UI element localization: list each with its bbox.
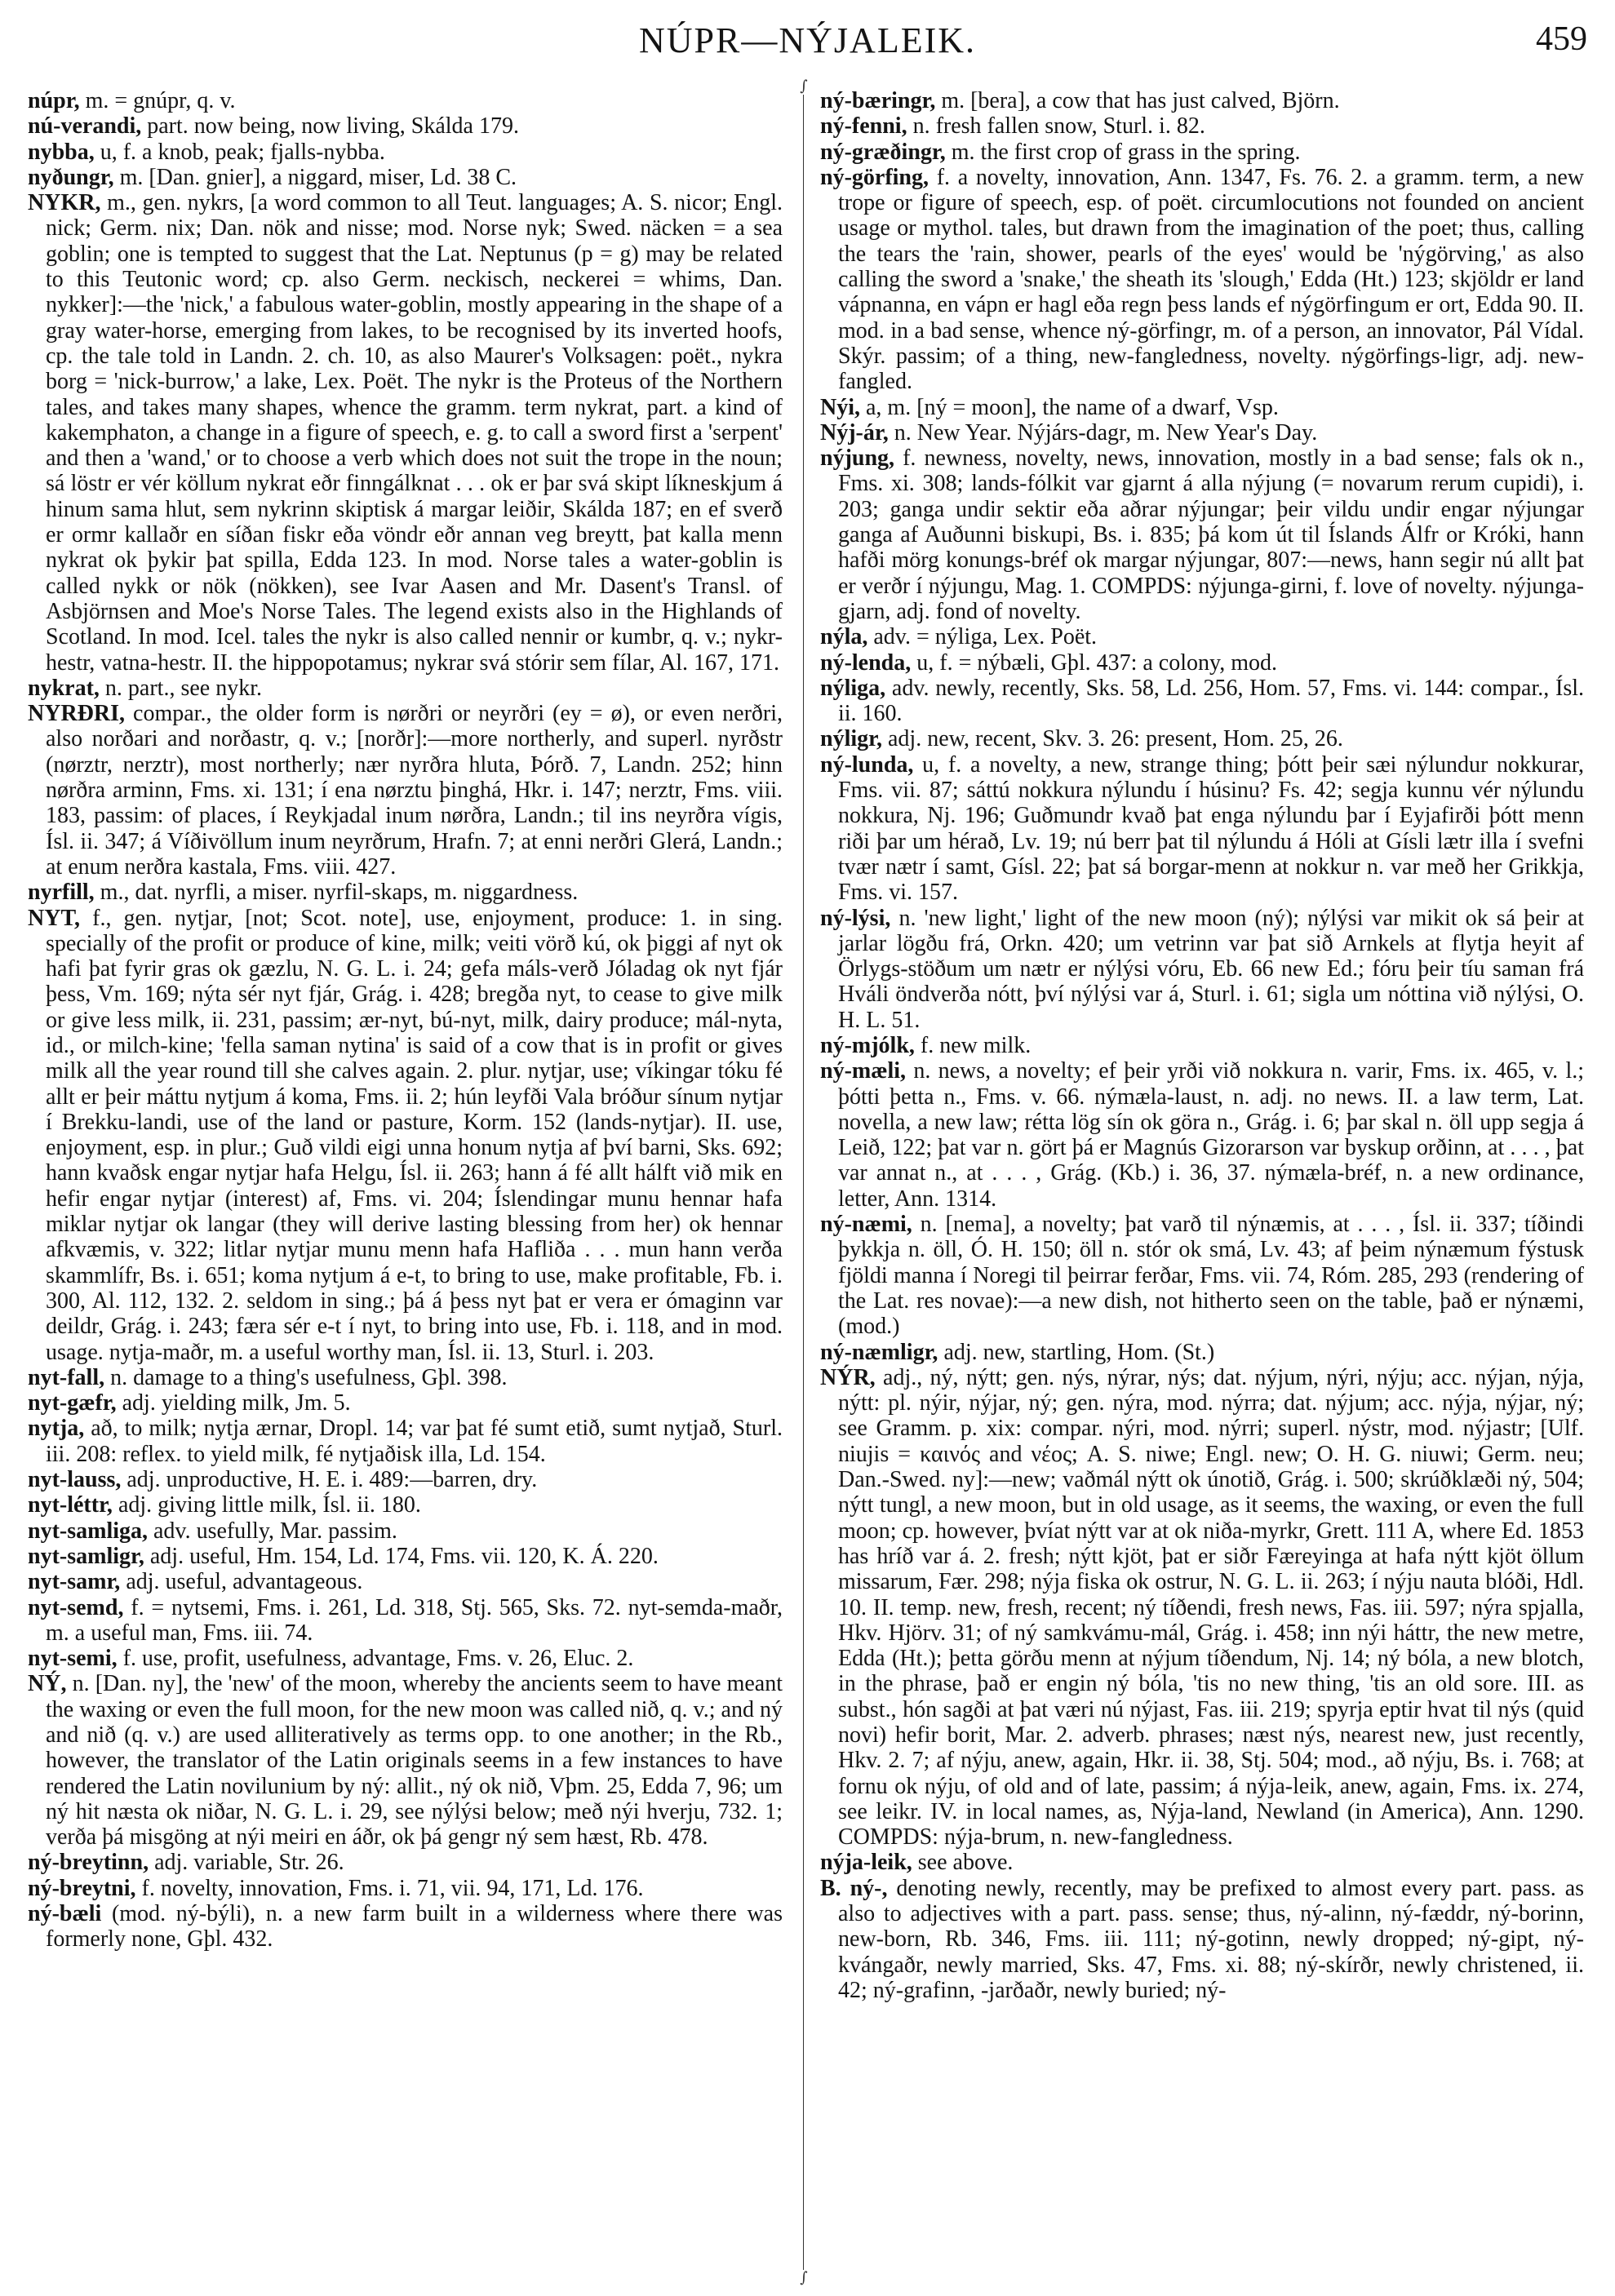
dictionary-entry <box>820 1850 1584 1875</box>
entry-headword: ný-mjólk, <box>820 1032 915 1058</box>
dictionary-entry <box>28 1467 783 1492</box>
entry-headword: ný-lenda, <box>820 649 912 676</box>
entry-definition: adj. new, recent, Skv. 3. 26: present, Hom. 25, 26. <box>888 726 1343 752</box>
entry-definition: m. the first crop of grass in the spring. <box>951 139 1301 165</box>
entry-definition: m., gen. nykrs, [a word common to all Teut. languages; A. S. nicor; Engl. nick; Germ. nix; Dan. nök and nisse; mod. Norse nyk; Swed. näcken = a sea goblin; one is tempted to suggest that the Lat. Neptunus (p = g) may be related to this Teutonic word; cp. also Germ. neckisch, neckerei = whims, Dan. nykker]:—the 'nick,' a fabulous water-goblin, mostly appearing in the shape of a gray water-horse, emerging from lakes, to be recognised by its inverted hoofs, cp. the tale told in Landn. 2. ch. 10, as also Maurer's Volksagen: poët., nykra borg = 'nick-burrow,' a lake, Lex. Poët. The nykr is the Proteus of the Northern tales, and takes many shapes, whence the gramm. term nykrat, part. a kind of kakemphaton, a change in a figure of speech, e. g. to call a sword first a 'serpent' and then a 'wand,' or to choose a verb which does not suit the trope in the noun; sá löstr er vér köllum nykrat eðr finngálknat . . . ok er þar svá skipt líkneskjum á hinum sama hlut, sem nykrinn skiptisk á margar leiðir, Skálda 187; en ef sverð er ormr kallaðr en síðan fiskr eða vöndr eðr annan veg breytt, þat kalla menn nykrat ok þykir þat spilla, Edda 123. In mod. Norse tales a water-goblin is called nykk or nök (nökken), see Ivar Aasen and Mr. Dasent's Transl. of Asbjörnsen and Moe's Norse Tales. The legend exists also in the Highlands of Scotland. In mod. Icel. tales the nykr is also called nennir or kumbr, q. v.; nykr-hestr, vatna-hestr. II. the hippopotamus; nykrar svá stórir sem fílar, Al. 167, 171. <box>46 190 783 676</box>
right-column <box>820 88 1584 2283</box>
entry-headword: nyðungr, <box>28 164 114 190</box>
entry-headword: nyt-lauss, <box>28 1467 122 1493</box>
dictionary-entry <box>28 1544 783 1569</box>
entry-definition: n. damage to a thing's usefulness, Gþl. 398. <box>110 1364 508 1390</box>
entry-headword: NÝR, <box>820 1364 876 1390</box>
entry-definition: adv. = nýliga, Lex. Poët. <box>873 624 1098 650</box>
entry-headword: nýliga, <box>820 675 886 701</box>
dictionary-entry <box>28 1671 783 1850</box>
entry-definition: adj. useful, Hm. 154, Ld. 174, Fms. vii. 120, K. Á. 220. <box>149 1543 659 1569</box>
dictionary-entry <box>820 650 1584 676</box>
entry-definition: u, f. a novelty, a new, strange thing; þótt þeir sæi nýlundur nokkurar, Fms. vii. 87; sáttú nokkura nýlundu í húsinu? Fs. 42; segja kunnu vér nýlundu nokkura, Nj. 196; Guðmundr kvað þat enga nýlundu þar í Eyjafirði þótt menn riði þar um hérað, Lv. 19; nú berr þat til nýlundu á Hóli at Gísli lætr illa í svefni tvær nætr í samt, Gísl. 22; þat sá borgar-menn at nokkur n. var með her Grikkja, Fms. vi. 157. <box>838 751 1584 906</box>
dictionary-entry <box>820 445 1584 624</box>
dictionary-entry <box>820 1212 1584 1339</box>
entry-headword: nyt-léttr, <box>28 1492 113 1518</box>
dictionary-entry <box>28 1365 783 1390</box>
entry-headword: ný-mæli, <box>820 1058 906 1084</box>
dictionary-entry <box>820 1340 1584 1365</box>
dictionary-entry <box>28 113 783 139</box>
entry-headword: nýjung, <box>820 445 895 472</box>
entry-headword: ný-bæringr, <box>820 88 936 113</box>
dictionary-entry <box>820 1058 1584 1212</box>
dictionary-entry <box>820 113 1584 139</box>
entry-headword: núpr, <box>28 88 80 113</box>
dictionary-entry <box>28 190 783 676</box>
entry-definition: n. New Year. Nýjárs-dagr, m. New Year's Day. <box>894 419 1318 445</box>
entry-definition: part. now being, now living, Skálda 179. <box>147 113 519 140</box>
entry-headword: NÝ, <box>28 1671 67 1697</box>
dictionary-entry <box>820 726 1584 751</box>
entry-headword: NYKR, <box>28 190 101 216</box>
dictionary-entry <box>28 906 783 1365</box>
entry-definition: adj. variable, Str. 26. <box>154 1850 344 1876</box>
dictionary-entry <box>28 1416 783 1467</box>
entry-definition: f. newness, novelty, news, innovation, mostly in a bad sense; fals ok n., Fms. xi. 308; lands-fólkit var gjarnt á alla nýjung (= novarum rerum cupidi), i. 203; ganga undir sektir eða aðrar nýjungar; þeir vildu undir engar nýjungar ganga af Auðunni biskupi, Bs. i. 835; þá kom út til Íslands Álfr or Króki, hann hafði mörg konungs-bréf ok margar nýjungar, 807:—news, hann segir nú allt þat er verðr í nýjungu, Mag. 1. COMPDS: nýjunga-girni, f. love of novelty. nýjunga-gjarn, adj. fond of novelty. <box>838 445 1584 624</box>
entry-headword: nyt-samr, <box>28 1569 121 1595</box>
dictionary-entry <box>820 906 1584 1033</box>
dictionary-entry <box>28 1901 783 1952</box>
entry-definition: n. news, a novelty; ef þeir yrði við nokkura n. varir, Fms. ix. 465, v. l.; þótti þetta n., Fms. v. 66. nýmæla-laust, n. adj. no news. II. a law term, Lat. novella, a new law; rétta lög sín ok göra n., Grág. i. 6; þar skal n. öll upp segja á Leið, 122; þat var n. gört þá er Magnús Gizorarson var byskup orðinn, at . . . , þat var annat n., at . . . , Grág. (Kb.) i. 36, 37. nýmæla-bréf, n. a new ordinance, letter, Ann. 1314. <box>838 1058 1584 1212</box>
entry-definition: f. new milk. <box>920 1032 1032 1058</box>
entry-definition: adj. useful, advantageous. <box>126 1569 363 1595</box>
entry-headword: ný-næmi, <box>820 1212 912 1238</box>
entry-headword: ný-bæli <box>28 1901 102 1927</box>
entry-definition: adj. yielding milk, Jm. 5. <box>122 1390 351 1416</box>
dictionary-entry <box>28 1646 783 1671</box>
entry-headword: nybba, <box>28 139 95 165</box>
dictionary-entry <box>28 1518 783 1544</box>
entry-definition: m. [Dan. gnier], a niggard, miser, Ld. 38 C. <box>119 164 517 190</box>
entry-headword: nýja-leik, <box>820 1850 912 1876</box>
entry-definition: a, m. [ný = moon], the name of a dwarf, Vsp. <box>866 394 1279 420</box>
dictionary-entry <box>28 880 783 905</box>
entry-definition: denoting newly, recently, may be prefixed to almost every part. pass. as also to adjectives with a part. pass. sense; thus, ný-alinn, ný-fæddr, ný-borinn, new-born, Rb. 346, Fms. iii. 111; ný-gotinn, newly dropped; ný-gipt, ný-kvángaðr, newly married, Sks. 47, Fms. xi. 88; ný-skírðr, newly christened, ii. 42; ný-grafinn, -jarðaðr, newly buried; ný- <box>838 1875 1584 2003</box>
entry-definition: n. 'new light,' light of the new moon (ný); nýlýsi var mikit ok sá þeir at jarlar lögðu frá, Orkn. 420; um vetrinn var þat sið Arnkels at flytja heyit af Örlygs-stöðum um nætr er nýlýsi vóru, Eb. 66 new Ed.; fóru þeir tíu saman frá Hváli öndverða nótt, því nýlýsi var á, Sturl. i. 61; sigla um nóttina við nýlýsi, O. H. L. 51. <box>838 905 1584 1033</box>
entry-definition: compar., the older form is nørðri or neyrðri (ey = ø), or even nerðri, also norðari and norðastr, q. v.; [norðr]:—more northerly, and superl. nyrðstr (nørztr, nerztr), most northerly; nær nyrðra hluta, Þórð. 7, Landn. 252; hinn nørðra arminn, Fms. xi. 131; í ena nørztu þinghá, Hkr. i. 147; nerztr, Fms. viii. 183, passim: of places, í Reykjadal inum nørðra, Landn.; til ins neyrðra vígis, Ísl. ii. 347; á Víðivöllum inum neyrðrum, Hrafn. 7; at enni nerðri Glerá, Landn.; at enum nerðra kastala, Fms. viii. 427. <box>46 701 783 880</box>
entry-headword: Nýj-ár, <box>820 419 889 445</box>
entry-definition: adj. new, startling, Hom. (St.) <box>943 1339 1215 1365</box>
entry-headword: ný-breytinn, <box>28 1850 149 1876</box>
entry-headword: NYRÐRI, <box>28 701 125 727</box>
page-header <box>0 15 1615 64</box>
entry-definition: adv. usefully, Mar. passim. <box>153 1518 397 1544</box>
dictionary-entry <box>820 165 1584 395</box>
entry-definition: adj., ný, nýtt; gen. nýs, nýrar, nýs; dat. nýjum, nýri, nýju; acc. nýjan, nýja, nýtt: pl. nýir, nýjar, ný; gen. nýra, mod. nýrra; dat. nýjum; acc. nýja, nýjar, ný; see Gramm. p. xix: compar. nýri, mod. nýrri; superl. nýstr, mod. nýjastr; [Ulf. niujis = καινός and νέος; A. S. niwe; Engl. new; O. H. G. niuwi; Germ. neu; Dan.-Swed. ny]:—new; vaðmál nýtt ok únotið, Grág. i. 500; skrúðklæði ný, 504; nýtt tungl, a new moon, but in old usage, as it seems, the waxing, or even the full moon; cp. however, þvíat nýtt var at ok niða-myrkr, Grett. 111 A, where Ed. 1853 has hríð var á. 2. fresh; nýtt kjöt, þat er siðr Færeyinga at hafa nýtt kjöt öllum missarum, Fær. 298; nýja fiska ok ostrur, N. G. L. ii. 263; í nýju nauta blóði, Hdl. 10. II. temp. new, fresh, recent; ný tíðendi, fresh news, Fas. iii. 597; nýra spjalla, Hkv. Hjörv. 31; of ný samkvámu-mál, Grág. i. 458; inn nýi háttr, the new metre, Edda (Ht.); þetta görðu menn at nýjum tíðendum, Nj. 14; ný bóla, a new blotch, in the phrase, það er engin ný bóla, 'tis no new thing, 'tis an old sore. III. as subst., hón sagði at þat væri nú nýjast, Fas. iii. 219; spyrja eptir hvat til nýs (quid novi) hefir borit, Mar. 2. adverb. phrases; næst nýs, nearest new, just recently, Hkv. 2. 7; af nýju, anew, again, Hkr. ii. 38, Stj. 504; mod., að nýju, Bs. i. 768; at fornu ok nýju, of old and of late, passim; á nýja-leik, anew, again, Fms. ix. 274, see leikr. IV. in local names, as, Nýja-land, Newland (in America), Ann. 1290. COMPDS: nýja-brum, n. new-fangledness. <box>838 1364 1584 1851</box>
dictionary-entry <box>28 701 783 880</box>
entry-definition: see above. <box>917 1850 1014 1876</box>
dictionary-entry <box>820 140 1584 165</box>
dictionary-entry <box>820 624 1584 649</box>
dictionary-entry <box>28 1390 783 1416</box>
entry-definition: f. = nytsemi, Fms. i. 261, Ld. 318, Stj. 565, Sks. 72. nyt-semda-maðr, m. a useful man, Fms. iii. 74. <box>46 1594 783 1646</box>
dictionary-entry <box>28 1595 783 1647</box>
dictionary-entry <box>28 165 783 190</box>
dictionary-entry <box>820 88 1584 113</box>
column-ornament-bottom-icon: ∫ <box>796 2270 812 2286</box>
entry-definition: u, f. a knob, peak; fjalls-nybba. <box>100 139 385 165</box>
entry-definition: f., gen. nytjar, [not; Scot. note], use, enjoyment, produce: 1. in sing. specially of the profit or produce of kine, milk; veiti vörð kú, ok þiggi af nyt ok hafi þat fyrir gras ok gæzlu, N. G. L. i. 24; gefa máls-verð Jóladag ok nyt fjár þess, Vm. 169; nýta sér nyt fjár, Grág. i. 428; bregða nyt, to cease to give milk or give less milk, ii. 231, passim; ær-nyt, bú-nyt, milk, dairy produce; mál-nyta, id., or milch-kine; 'fella saman nytina' is said of a cow that is in profit or gives milk all the year round till she calves again. 2. plur. nytjar, use; víkingar tóku fé allt er þeir máttu nytjum á koma, Fms. ii. 2; hún leyfði Vala bróður sínum nytjar í Brekku-landi, use of the land or pasture, Korm. 152 (lands-nytjar). II. use, enjoyment, esp. in plur.; Guð vildi eigi unna honum nytja af því barni, Sks. 692; hann kvaðsk engar nytjar hafa Helgu, Ísl. ii. 263; hann á fé allt hálft við mik en hefir engar nytjar (interest) af, Fms. vi. 204; Íslendingar munu hennar hafa miklar nytjar ok langar (they will derive lasting blessing from her) ok hennar afkvæmis, v. 322; litlar nytjar munu menn hafa Hafliða . . . mun hann verða skammlífr, Bs. i. 651; koma nytjum á e-t, to bring to use, make profitable, Fb. i. 300, Al. 112, 132. 2. seldom in sing.; þá á þess nyt þat er vera er ómaginn var deildr, Grág. i. 243; færa sér e-t í nyt, to bring into use, Fb. i. 118, and in mod. usage. nytja-maðr, m. a useful worthy man, Ísl. ii. 13, Sturl. i. 203. <box>46 905 783 1365</box>
entry-definition: n. part., see nykr. <box>104 675 262 701</box>
entry-headword: Nýi, <box>820 394 860 420</box>
entry-definition: n. fresh fallen snow, Sturl. i. 82. <box>912 113 1205 140</box>
dictionary-entry <box>28 676 783 701</box>
entry-definition: f. novelty, innovation, Fms. i. 71, vii. 94, 171, Ld. 176. <box>141 1875 644 1901</box>
entry-definition: (mod. ný-býli), n. a new farm built in a wilderness where there was formerly none, Gþl. 432. <box>46 1901 783 1952</box>
entry-definition: að, to milk; nytja ærnar, Dropl. 14; var þat fé sumt etið, sumt nytjað, Sturl. iii. 208: reflex. to yield milk, fé nytjaðisk illa, Ld. 154. <box>46 1416 783 1467</box>
entry-headword: nykrat, <box>28 675 100 701</box>
dictionary-entry <box>28 140 783 165</box>
dictionary-entry <box>28 88 783 113</box>
dictionary-entry <box>820 676 1584 727</box>
dictionary-entry <box>820 752 1584 906</box>
dictionary-entry <box>820 420 1584 445</box>
column-divider <box>803 85 804 2280</box>
entry-headword: NYT, <box>28 905 81 931</box>
entry-headword: nýla, <box>820 624 868 650</box>
entry-headword: nyt-semi, <box>28 1646 118 1672</box>
entry-headword: ný-lunda, <box>820 751 914 778</box>
entry-headword: ný-næmligr, <box>820 1339 938 1365</box>
entry-definition: m. = gnúpr, q. v. <box>85 88 236 113</box>
entry-definition: n. [nema], a novelty; þat varð til nýnæmis, at . . . , Ísl. ii. 337; tíðindi þykkja n. öll, Ó. H. 150; öll n. stór ok smá, Lv. 43; af þeim nýnæmum fýstusk fjöldi manna í Noregi til þeirrar ferðar, Fms. vii. 74, Róm. 285, 293 (rendering of the Lat. res novae):—a new dish, not hitherto seen on the table, það er nýnæmi, (mod.) <box>838 1212 1584 1340</box>
entry-definition: adv. newly, recently, Sks. 58, Ld. 256, Hom. 57, Fms. vi. 144: compar., Ísl. ii. 160. <box>838 675 1584 727</box>
entry-definition: m., dat. nyrfli, a miser. nyrfil-skaps, m. niggardness. <box>100 880 579 906</box>
column-ornament-top-icon: ∫ <box>796 78 812 95</box>
entry-headword: nyt-fall, <box>28 1364 105 1390</box>
dictionary-entry <box>820 1365 1584 1851</box>
entry-headword: nýligr, <box>820 726 882 752</box>
entry-headword: nyt-samligr, <box>28 1543 144 1569</box>
entry-headword: ný-breytni, <box>28 1875 136 1901</box>
entry-headword: B. ný-, <box>820 1875 888 1901</box>
entry-definition: m. [bera], a cow that has just calved, Björn. <box>941 88 1340 113</box>
entry-headword: nytja, <box>28 1416 85 1442</box>
entry-definition: f. a novelty, innovation, Ann. 1347, Fs. 76. 2. a gramm. term, a new trope or figure of speech, esp. of poët. circumlocutions not founded on ancient usage or mythol. tales, but drawn from the imagination of the poet; thus, calling the tears the 'rain, shower, pearls of the eyes' would be 'nýgörving,' as also calling the sword a 'snake,' the sheath its 'slough,' Edda (Ht.) 123; skjöldr er land vápnanna, en vápn er hagl eða regn þess lands ef nýgörfingum er ort, Edda 90. II. mod. in a bad sense, whence ný-görfingr, m. of a person, an innovator, Pál Vídal. Skýr. passim; of a thing, new-fangledness, novelty. nýgörfings-ligr, adj. new-fangled. <box>838 164 1584 395</box>
dictionary-entry <box>820 1876 1584 2003</box>
entry-definition: n. [Dan. ny], the 'new' of the moon, whereby the ancients seem to have meant the waxing or even the full moon, for the new moon was called nið, q. v.; and ný and nið (q. v.) are used alliteratively as terms opp. to one another; in the Rb., however, the translator of the Latin originals seems in a few instances to have rendered the Latin novilunium by ný: allit., ný ok nið, Vþm. 25, Edda 7, 96; um ný hit næsta ok niðar, N. G. L. i. 29, see nýlýsi below; með nýi hverju, 732. 1; verða þá misgöng at nýi meiri en áðr, ok þá gengr ný sem hæst, Rb. 478. <box>46 1671 783 1851</box>
entry-definition: f. use, profit, usefulness, advantage, Fms. v. 26, Eluc. 2. <box>122 1646 634 1672</box>
entry-headword: nyt-samliga, <box>28 1518 148 1544</box>
running-head: NÚPR—NÝJALEIK. <box>639 20 976 60</box>
entry-headword: nyt-semd, <box>28 1594 124 1620</box>
entry-headword: nyt-gæfr, <box>28 1390 117 1416</box>
dictionary-entry <box>28 1492 783 1518</box>
entry-headword: ný-græðingr, <box>820 139 946 165</box>
dictionary-entry <box>820 395 1584 420</box>
entry-headword: ný-görfing, <box>820 164 929 190</box>
dictionary-entry <box>28 1569 783 1594</box>
dictionary-entry <box>28 1876 783 1901</box>
page-number: 459 <box>1536 20 1587 58</box>
entry-headword: ný-lýsi, <box>820 905 891 931</box>
entry-definition: adj. unproductive, H. E. i. 489:—barren, dry. <box>126 1467 538 1493</box>
entry-definition: adj. giving little milk, Ísl. ii. 180. <box>118 1492 421 1518</box>
left-column <box>28 88 783 2283</box>
entry-headword: ný-fenni, <box>820 113 907 140</box>
dictionary-entry <box>28 1850 783 1875</box>
dictionary-entry <box>820 1033 1584 1058</box>
entry-headword: nyrfill, <box>28 880 95 906</box>
entry-headword: nú-verandi, <box>28 113 142 140</box>
entry-definition: u, f. = nýbæli, Gþl. 437: a colony, mod. <box>916 649 1277 676</box>
